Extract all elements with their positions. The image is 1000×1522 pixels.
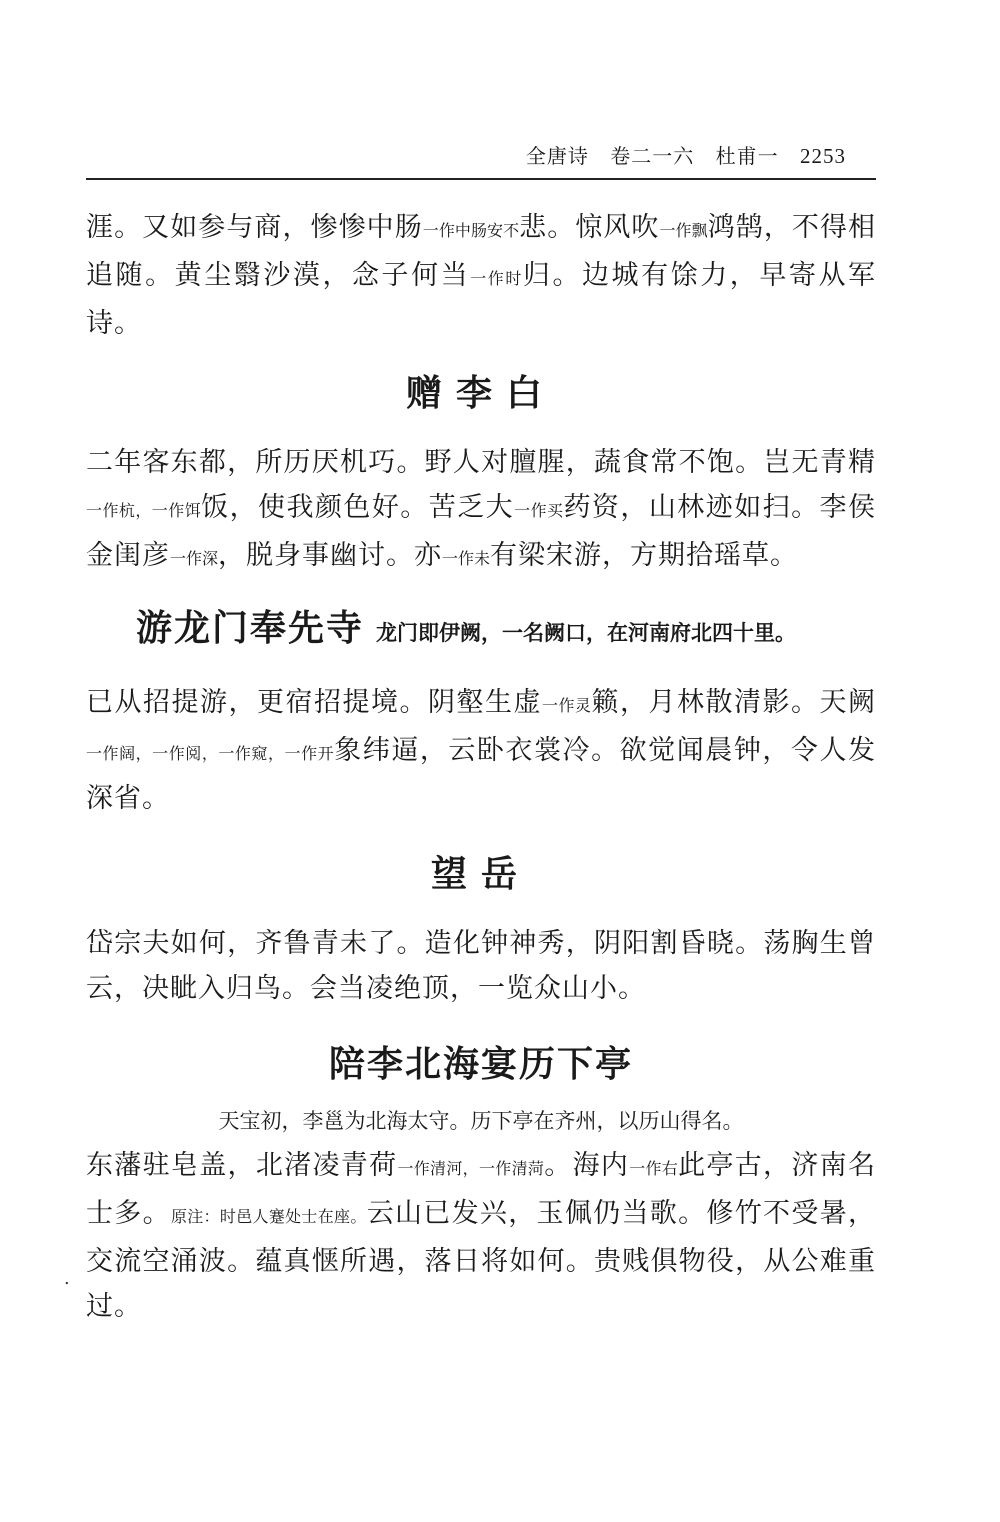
variant-note: 一作杭，一作饵 [86, 501, 202, 520]
text-run: 。海内 [544, 1150, 630, 1181]
poem-title-lixia-ting: 陪李北海宴历下亭 [328, 1043, 633, 1085]
text-run: 籁，月林散清影。天阙 [591, 687, 876, 718]
stray-dot: . [64, 1268, 70, 1289]
poem-body-longmen [86, 680, 876, 821]
variant-note: 一作买 [514, 501, 564, 520]
running-header [86, 140, 846, 169]
text-run: 此亭古，济南名士多。 [86, 1150, 876, 1229]
spacer [86, 821, 876, 839]
variant-note: 一作时 [470, 269, 523, 288]
spacer [86, 1011, 876, 1029]
poem-body-lixia-ting [86, 1143, 876, 1329]
spacer [86, 668, 876, 680]
variant-note: 一作灵 [542, 696, 592, 715]
spacer [86, 581, 876, 593]
text-run: 已从招提游，更宿招提境。阴壑生虚 [86, 687, 542, 718]
text-run: 饭，使我颜色好。苦乏大 [201, 492, 515, 523]
poem-title-wang-yue [86, 839, 876, 909]
poem-title-zeng-li-bai: 赠李白 [405, 372, 556, 414]
text-run: 涯。又如参与商，惨惨中肠 [86, 212, 423, 243]
variant-note: 一作飘 [659, 221, 708, 240]
text-run: 鸿鹄，不得相追随。黄尘翳沙漠，念子何当 [86, 212, 877, 291]
text-run: 归。边城有馀力，早寄从军诗。 [86, 260, 876, 339]
page-body [86, 205, 876, 1329]
text-run: 悲。惊风吹 [519, 212, 660, 243]
header-volume: 卷二一六 [610, 144, 695, 168]
poem-body-wang-yue: 岱宗夫如何，齐鲁青未了。造化钟神秀，阴阳割昏晓。荡胸生曾云，决眦入归鸟。会当凌绝顶，一览众山小。 [86, 928, 876, 1004]
poem-title-text: 望岳 [430, 853, 531, 895]
spacer [86, 909, 876, 921]
spacer [86, 428, 876, 440]
page-number: 2253 [800, 144, 846, 168]
variant-note: 一作中肠安不 [422, 221, 520, 240]
text-run: 有梁宋游，方期拾瑶草。 [490, 540, 799, 571]
variant-note: 一作深 [170, 549, 219, 568]
poem-title-text: 游龙门奉先寺 [136, 607, 365, 649]
text-run: 药资，山林迹如扫。李侯金闺彦 [86, 492, 876, 571]
continuation-text [86, 205, 876, 346]
text-run: ，脱身事幽讨。亦 [218, 540, 443, 571]
poem-body-zeng-li-bai [86, 440, 876, 581]
header-collection: 全唐诗 [525, 144, 589, 168]
text-run: 二年客东都，所历厌机巧。野人对膻腥，蔬食常不饱。岂无青精 [86, 447, 876, 478]
text-run: 东藩驻皂盖，北渚凌青荷 [86, 1150, 398, 1181]
poem-title-longmen [86, 593, 876, 668]
variant-note: 一作右 [629, 1159, 679, 1178]
text-run: 云山已发兴，玉佩仍当歌。修竹不受暑，交流空涌波。蕴真惬所遇，落日将如何。贵贱俱物役，从公难重过。 [86, 1198, 876, 1322]
poem-preface: 天宝初，李邕为北海太守。历下亭在齐州，以历山得名。 [218, 1109, 744, 1133]
title-note: 龙门即伊阙，一名阙口，在河南府北四十里。 [376, 620, 797, 645]
variant-note: 一作阔，一作阅，一作窥，一作开 [86, 744, 335, 763]
original-note: 原注：时邑人蹇处士在座。 [170, 1207, 367, 1226]
header-author: 杜甫一 [715, 144, 779, 168]
text-run: 象纬逼，云卧衣裳冷。欲觉闻晨钟，令人发深省。 [86, 735, 876, 814]
header-rule [86, 178, 876, 180]
spacer [86, 346, 876, 358]
variant-note: 一作清河，一作清菏 [397, 1159, 545, 1178]
variant-note: 一作未 [442, 549, 491, 568]
